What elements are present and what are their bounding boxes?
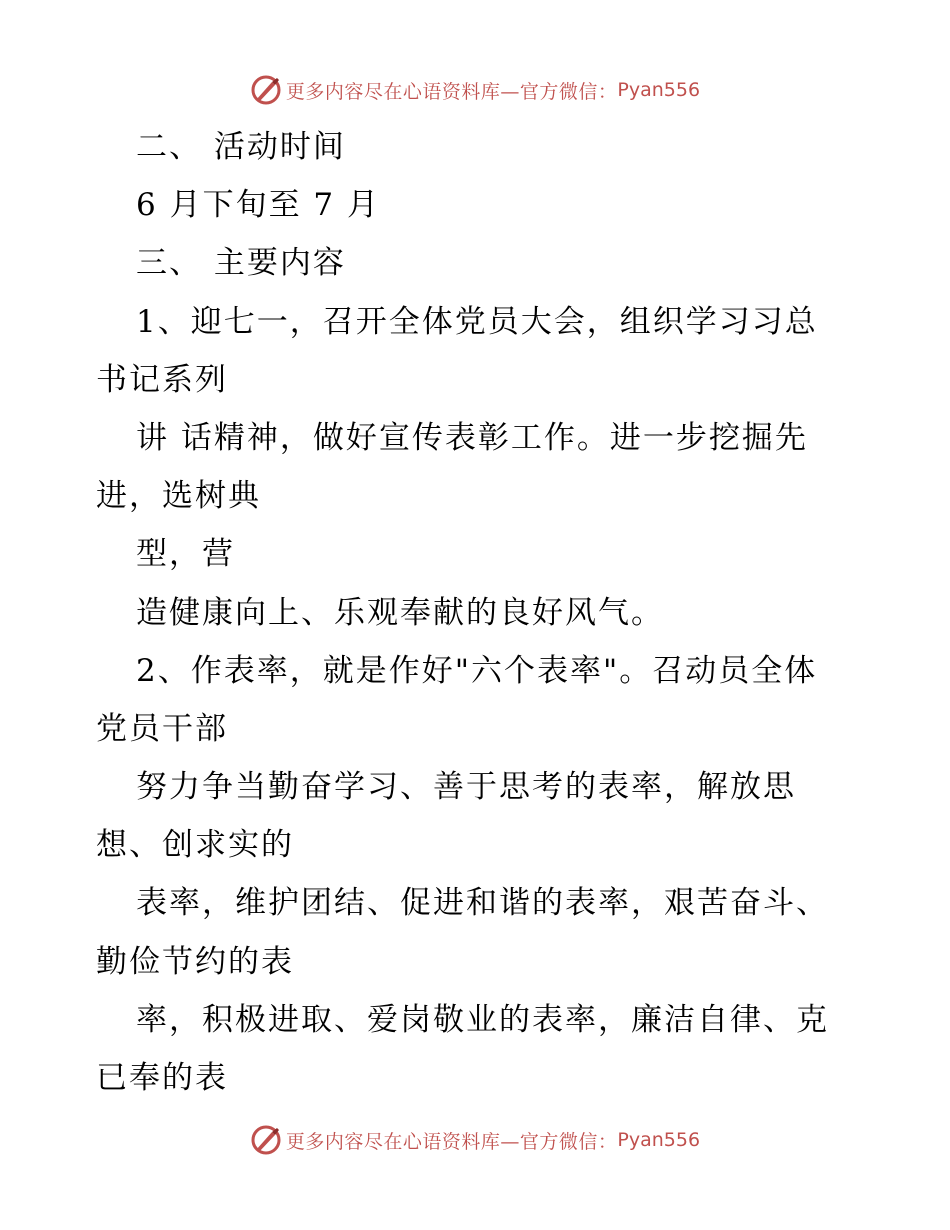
paragraph-line: 率，积极进取、爱岗敬业的表率，廉洁自律、克	[136, 1001, 829, 1038]
paragraph-line: 表率，维护团结、促进和谐的表率，艰苦奋斗、	[136, 885, 829, 922]
watermark-text: 更多内容尽在心语资料库—官方微信：	[285, 80, 618, 103]
paragraph-line: 2、作表率，就是作好"六个表率"。召动员全体	[136, 652, 818, 689]
watermark-wechat-id: Pyan556	[617, 1129, 701, 1151]
paragraph-line: 进，选树典	[96, 478, 261, 515]
pen-logo-icon	[250, 74, 282, 106]
section-heading: 三、 主要内容	[136, 245, 346, 282]
paragraph-line: 6 月下旬至 7 月	[136, 187, 381, 224]
paragraph-line: 努力争当勤奋学习、善于思考的表率，解放思	[136, 769, 796, 806]
paragraph-line: 勤俭节约的表	[96, 943, 294, 980]
paragraph-line: 已奉的表	[96, 1060, 228, 1096]
watermark-wechat-id: Pyan556	[617, 79, 701, 101]
paragraph-line: 型，营	[136, 536, 235, 573]
paragraph-line: 书记系列	[96, 361, 228, 398]
pen-logo-icon	[250, 1124, 282, 1156]
section-heading: 二、 活动时间	[136, 129, 346, 165]
paragraph-line: 造健康向上、乐观奉献的良好风气。	[136, 594, 664, 631]
footer-watermark	[0, 1120, 950, 1160]
paragraph-line: 讲 话精神，做好宣传表彰工作。进一步挖掘先	[136, 419, 808, 456]
paragraph-line: 1、迎七一，召开全体党员大会，组织学习习总	[136, 303, 818, 340]
watermark-text: 更多内容尽在心语资料库—官方微信：	[285, 1130, 618, 1153]
header-watermark	[0, 70, 950, 110]
document-body	[96, 118, 876, 1107]
paragraph-line: 党员干部	[96, 710, 228, 747]
paragraph-line: 想、创求实的	[96, 827, 294, 864]
